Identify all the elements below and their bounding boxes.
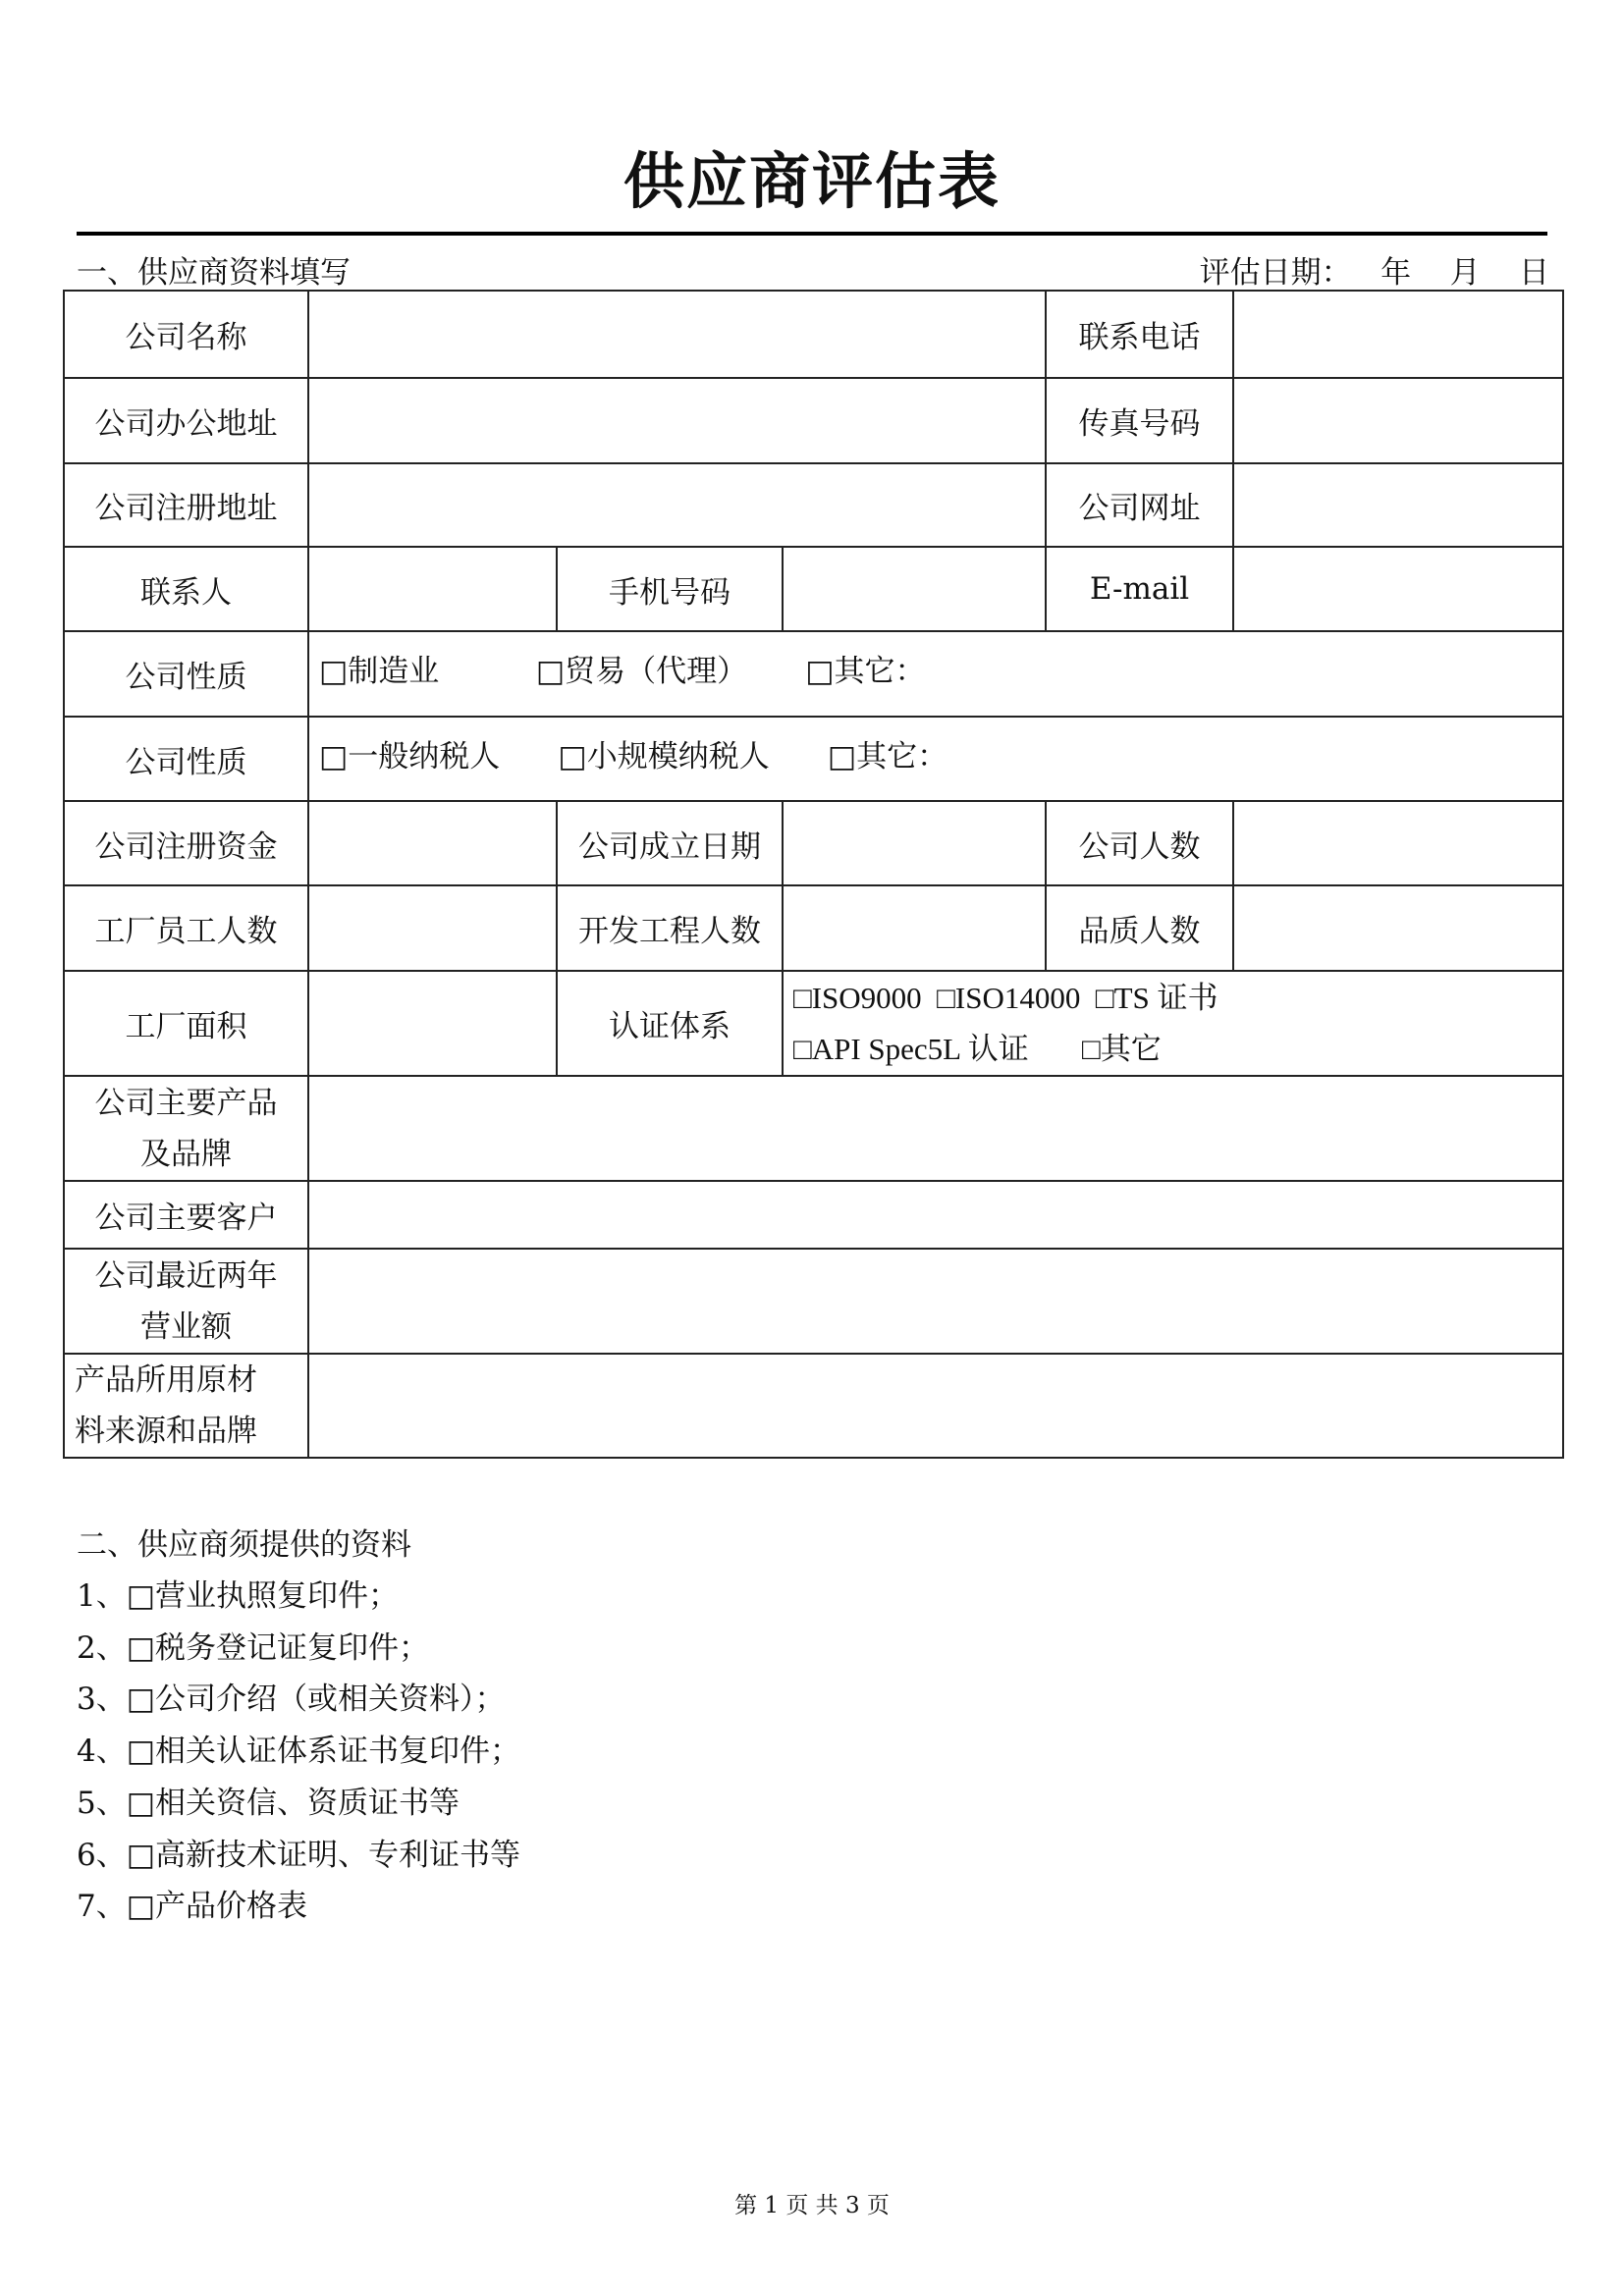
label-office-address: 公司办公地址: [64, 378, 308, 463]
label-quality-staff: 品质人数: [1046, 885, 1233, 971]
field-email[interactable]: [1233, 547, 1563, 631]
field-office-address[interactable]: [308, 378, 1046, 463]
field-founded[interactable]: [783, 801, 1046, 885]
cert-options-line-1[interactable]: □ISO9000 □ISO14000 □TS 证书: [793, 980, 1218, 1015]
section-1-heading: 一、供应商资料填写: [77, 255, 351, 291]
label-line: 及品牌: [140, 1136, 232, 1172]
label-staff: 公司人数: [1046, 801, 1233, 885]
section-2-heading: 二、供应商须提供的资料: [77, 1527, 411, 1563]
required-documents-list: [77, 1571, 520, 1933]
field-materials[interactable]: [308, 1354, 1563, 1458]
document-checkbox-item[interactable]: 7、□产品价格表: [77, 1889, 308, 1925]
label-factory-staff: 工厂员工人数: [64, 885, 308, 971]
label-line: 产品所用原材: [75, 1362, 257, 1398]
label-line: 料来源和品牌: [75, 1414, 257, 1449]
date-month: 月: [1449, 255, 1481, 291]
label-founded: 公司成立日期: [557, 801, 783, 885]
field-contact[interactable]: [308, 547, 557, 631]
label-phone: 联系电话: [1046, 291, 1233, 378]
date-year: 年: [1380, 255, 1412, 291]
field-mobile[interactable]: [783, 547, 1046, 631]
certification-options[interactable]: [783, 971, 1563, 1076]
field-reg-address[interactable]: [308, 463, 1046, 547]
label-email: E-mail: [1046, 547, 1233, 631]
page-title: 供应商评估表: [623, 145, 1001, 217]
field-factory-staff[interactable]: [308, 885, 557, 971]
label-main-customers: 公司主要客户: [64, 1181, 308, 1249]
field-revenue[interactable]: [308, 1249, 1563, 1354]
label-materials: [64, 1354, 308, 1458]
label-engineers: 开发工程人数: [557, 885, 783, 971]
tax-nature-options[interactable]: □一般纳税人 □小规模纳税人 □其它：: [308, 717, 1563, 801]
label-contact: 联系人: [64, 547, 308, 631]
date-day: 日: [1519, 255, 1549, 291]
field-quality-staff[interactable]: [1233, 885, 1563, 971]
field-fax[interactable]: [1233, 378, 1563, 463]
cert-options-line-2[interactable]: □API Spec5L 认证 □其它: [793, 1031, 1162, 1066]
label-line: 公司主要产品: [94, 1085, 278, 1121]
label-company-nature: 公司性质: [64, 631, 308, 717]
label-factory-area: 工厂面积: [64, 971, 308, 1076]
label-main-products: [64, 1076, 308, 1181]
field-factory-area[interactable]: [308, 971, 557, 1076]
field-phone[interactable]: [1233, 291, 1563, 378]
document-checkbox-item[interactable]: 6、□高新技术证明、专利证书等: [77, 1837, 521, 1873]
label-line: 公司最近两年: [94, 1257, 278, 1294]
field-reg-capital[interactable]: [308, 801, 557, 885]
field-company-name[interactable]: [308, 291, 1046, 378]
date-label: 评估日期：: [1199, 255, 1352, 291]
document-checkbox-item[interactable]: 1、□营业执照复印件；: [77, 1578, 400, 1614]
label-revenue: [64, 1249, 308, 1354]
page-footer: 第 1 页 共 3 页: [734, 2193, 890, 2218]
supplier-info-table: [63, 290, 1564, 1459]
field-engineers[interactable]: [783, 885, 1046, 971]
label-tax-nature: 公司性质: [64, 717, 308, 801]
label-fax: 传真号码: [1046, 378, 1233, 463]
label-reg-capital: 公司注册资金: [64, 801, 308, 885]
field-main-products[interactable]: [308, 1076, 1563, 1181]
title-rule: [77, 232, 1547, 236]
company-nature-options[interactable]: □制造业 □贸易（代理） □其它：: [308, 631, 1563, 717]
label-company-name: 公司名称: [64, 291, 308, 378]
label-mobile: 手机号码: [557, 547, 783, 631]
document-checkbox-item[interactable]: 2、□税务登记证复印件；: [77, 1629, 430, 1666]
document-checkbox-item[interactable]: 3、□公司介绍（或相关资料）；: [77, 1682, 506, 1718]
label-line: 营业额: [140, 1308, 232, 1345]
field-staff[interactable]: [1233, 801, 1563, 885]
field-website[interactable]: [1233, 463, 1563, 547]
evaluation-date: [1200, 247, 1549, 292]
label-reg-address: 公司注册地址: [64, 463, 308, 547]
field-main-customers[interactable]: [308, 1181, 1563, 1249]
document-checkbox-item[interactable]: 4、□相关认证体系证书复印件；: [77, 1734, 521, 1770]
document-checkbox-item[interactable]: 5、□相关资信、资质证书等: [77, 1785, 460, 1821]
label-certification: 认证体系: [557, 971, 783, 1076]
label-website: 公司网址: [1046, 463, 1233, 547]
